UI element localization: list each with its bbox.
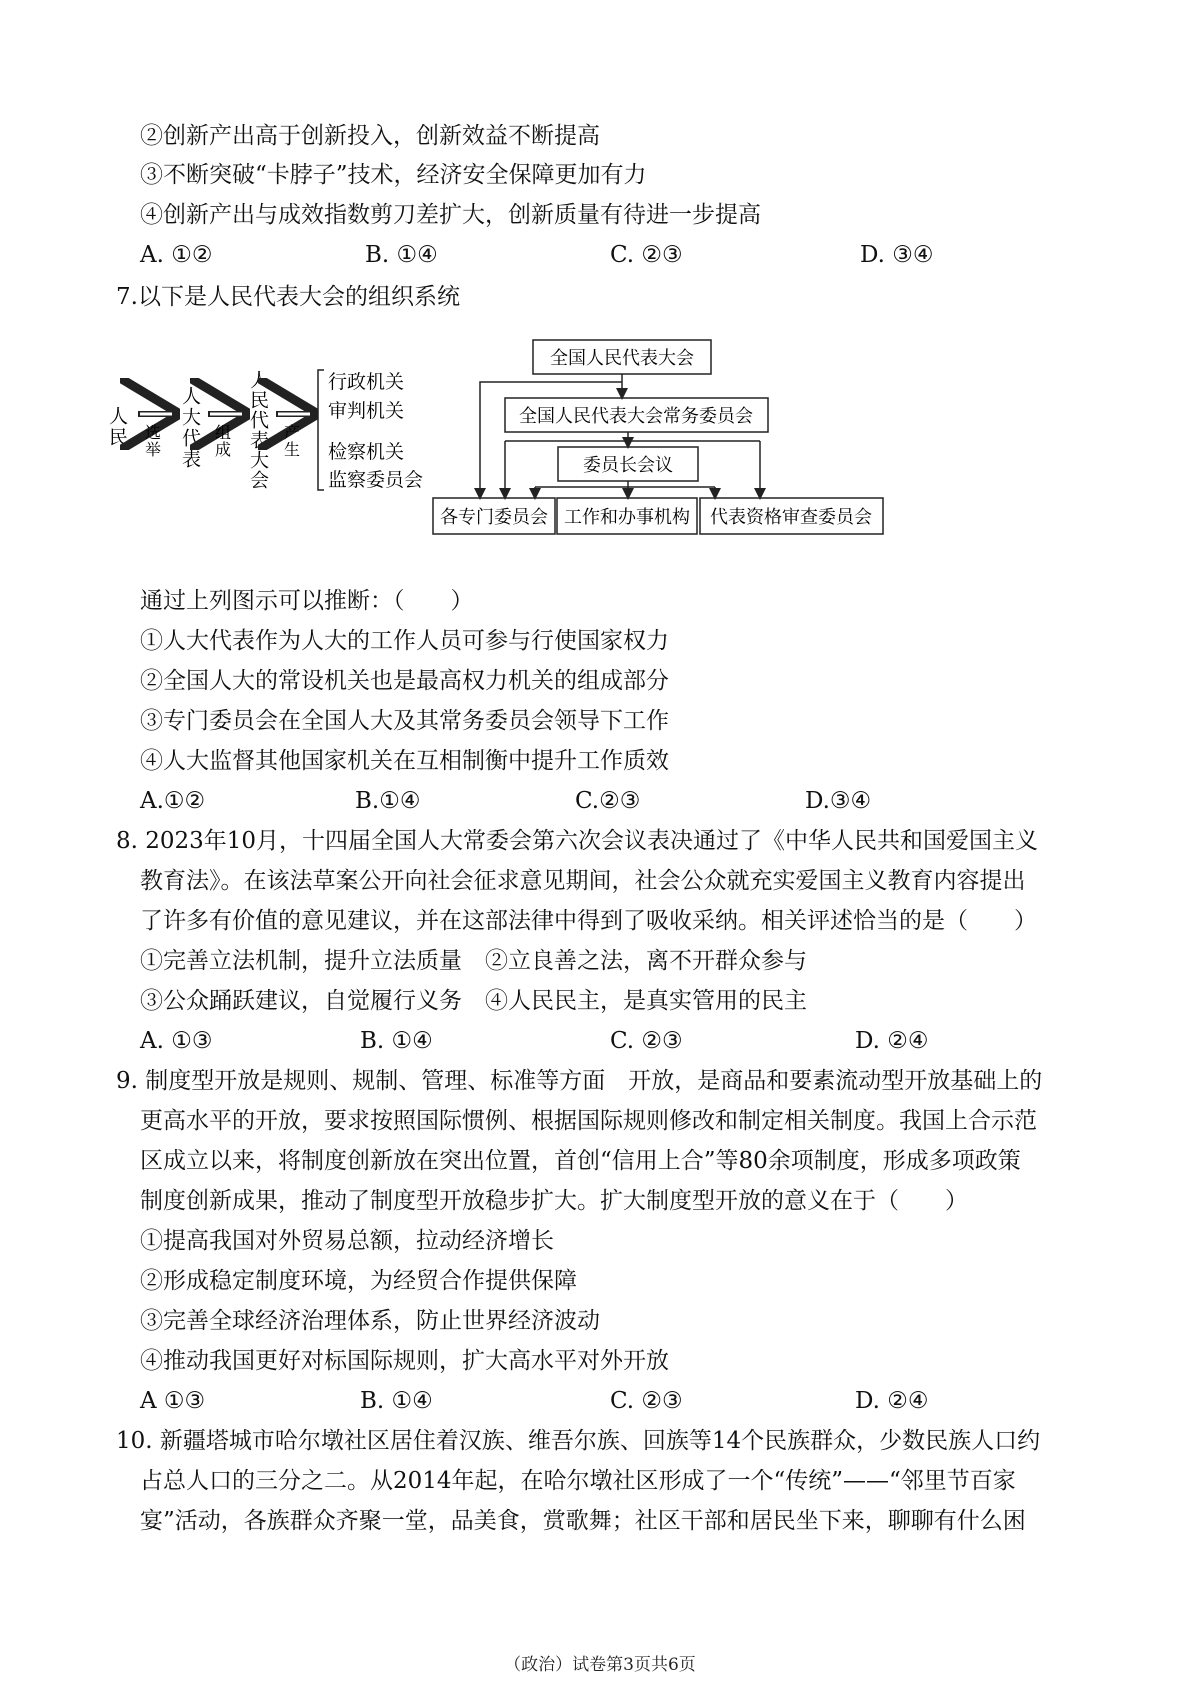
q8-option-d: D. ②④ (855, 1028, 929, 1054)
q6-option-c: C. ②③ (610, 242, 683, 268)
q8-option-b: B. ①④ (360, 1028, 433, 1054)
npc-label: 全国人民代表大会 (550, 348, 694, 369)
q7-stem: 7.以下是人民代表大会的组织系统 (116, 284, 460, 310)
q9-option-c: C. ②③ (610, 1388, 683, 1414)
q9-item-4: ④推动我国更好对标国际规则，扩大高水平对外开放 (140, 1348, 669, 1374)
q6-option-a: A. ①② (140, 242, 213, 268)
npc-organization-diagram (0, 320, 1200, 550)
q8-line-1: 8. 2023年10月，十四届全国人大常委会第六次会议表决通过了《中华人民共和国爱国主义 (116, 828, 1039, 854)
q9-line-1: 9. 制度型开放是规则、规制、管理、标准等方面 开放，是商品和要素流动型开放基础上的 (116, 1068, 1043, 1094)
q6-item-3: ③不断突破“卡脖子”技术，经济安全保障更加有力 (140, 162, 647, 188)
xuanju-label: 选举 (142, 424, 162, 458)
organ-procuratorial: 检察机关 (328, 441, 405, 463)
q9-option-a: A ①③ (140, 1388, 206, 1414)
credentials-committee-label: 代表资格审查委员会 (710, 507, 872, 528)
q8-items-row-1: ①完善立法机制，提升立法质量 ②立良善之法，离不开群众参与 (140, 948, 807, 974)
q10-line-2: 占总人口的三分之二。从2014年起，在哈尔墩社区形成了一个“传统”——“邻里节百家 (140, 1468, 1016, 1494)
q9-item-1: ①提高我国对外贸易总额，拉动经济增长 (140, 1228, 554, 1254)
special-committees-label: 各专门委员会 (440, 507, 548, 528)
organs-bracket (318, 370, 324, 490)
q9-option-b: B. ①④ (360, 1388, 433, 1414)
q8-option-c: C. ②③ (610, 1028, 683, 1054)
right-hierarchy (433, 340, 883, 534)
q9-line-2: 更高水平的开放，要求按照国际惯例、根据国际规则修改和制定相关制度。我国上合示范 (140, 1108, 1037, 1134)
left-chain (106, 370, 423, 491)
q9-option-d: D. ②④ (855, 1388, 929, 1414)
q7-item-1: ①人大代表作为人大的工作人员可参与行使国家权力 (140, 628, 669, 654)
renmindaibiaodahui-label: 人民代表大会 (247, 370, 269, 490)
q6-item-2: ②创新产出高于创新投入，创新效益不断提高 (140, 123, 600, 149)
working-bodies-label: 工作和办事机构 (564, 507, 690, 528)
q8-line-2: 教育法》。在该法草案公开向社会征求意见期间，社会公众就充实爱国主义教育内容提出 (140, 868, 1026, 894)
q9-item-2: ②形成稳定制度环境，为经贸合作提供保障 (140, 1268, 577, 1294)
organ-judicial: 审判机关 (328, 400, 405, 422)
q6-item-4: ④创新产出与成效指数剪刀差扩大，创新质量有待进一步提高 (140, 202, 761, 228)
q7-option-c: C.②③ (575, 788, 641, 814)
chansheng-label: 产生 (281, 424, 301, 458)
organ-executive: 行政机关 (328, 371, 405, 393)
q7-option-a: A.①② (140, 788, 206, 814)
organ-supervisory: 监察委员会 (328, 469, 424, 491)
zucheng-label: 组成 (212, 424, 232, 458)
q10-line-3: 宴”活动，各族群众齐聚一堂，品美食，赏歌舞；社区干部和居民坐下来，聊聊有什么困 (140, 1508, 1026, 1534)
q9-line-4: 制度创新成果，推动了制度型开放稳步扩大。扩大制度型开放的意义在于（ ） (140, 1188, 968, 1214)
q8-option-a: A. ①③ (140, 1028, 213, 1054)
rendadaibiao-label: 人大代表 (179, 386, 201, 470)
q7-prompt: 通过上列图示可以推断：（ ） (140, 588, 474, 614)
q6-option-b: B. ①④ (365, 242, 438, 268)
q8-items-row-2: ③公众踊跃建议，自觉履行义务 ④人民民主，是真实管用的民主 (140, 988, 807, 1014)
chairmen-council-label: 委员长会议 (583, 455, 673, 476)
q7-item-3: ③专门委员会在全国人大及其常务委员会领导下工作 (140, 708, 669, 734)
q8-line-3: 了许多有价值的意见建议，并在这部法律中得到了吸收采纳。相关评述恰当的是（ ） (140, 908, 1037, 934)
q7-option-b: B.①④ (355, 788, 421, 814)
q9-item-3: ③完善全球经济治理体系，防止世界经济波动 (140, 1308, 600, 1334)
page-footer: （政治）试卷第3页共6页 (504, 1655, 696, 1675)
q7-item-4: ④人大监督其他国家机关在互相制衡中提升工作质效 (140, 748, 669, 774)
renmin-label: 人民 (106, 406, 128, 448)
standing-committee-label: 全国人民代表大会常务委员会 (519, 406, 753, 427)
q10-line-1: 10. 新疆塔城市哈尔墩社区居住着汉族、维吾尔族、回族等14个民族群众，少数民族人口约 (116, 1428, 1041, 1454)
q7-item-2: ②全国人大的常设机关也是最高权力机关的组成部分 (140, 668, 669, 694)
q7-option-d: D.③④ (805, 788, 872, 814)
q9-line-3: 区成立以来，将制度创新放在突出位置，首创“信用上合”等80余项制度，形成多项政策 (140, 1148, 1021, 1174)
q6-option-d: D. ③④ (860, 242, 934, 268)
